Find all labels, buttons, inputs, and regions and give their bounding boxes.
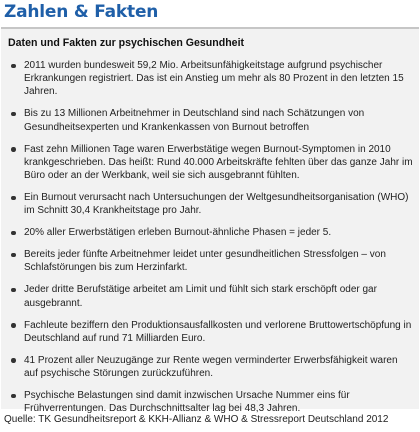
fact-text: Bereits jeder fünfte Arbeitnehmer leidet unter gesundheitlichen Stressfolgen – von Schlafstörungen bis zum Herzinfarkt. <box>24 249 386 274</box>
fact-text: Psychische Belastungen sind damit inzwischen Ursache Nummer eins für Frühverrentungen. Das Durchschnittsalter lag bei 48,3 Jahren. <box>24 390 350 415</box>
fact-text: Bis zu 13 Millionen Arbeitnehmer in Deutschland sind nach Schätzungen von Gesundheitsexperten und Krankenkassen von Burnout betroffen <box>24 108 365 133</box>
page-title: Zahlen & Fakten <box>4 2 159 22</box>
fact-text: 2011 wurden bundesweit 59,2 Mio. Arbeitsunfähigkeitstage aufgrund psychischer Erkrankungen registriert. Das ist ein Anstieg um mehr als 80 Prozent in den letzten 15 Jahren. <box>24 60 404 98</box>
list-item <box>9 107 413 133</box>
list-item <box>9 354 413 380</box>
bullet-icon <box>11 323 16 328</box>
bullet-icon <box>11 64 16 69</box>
panel-subtitle: Daten und Fakten zur psychischen Gesundheit <box>8 37 245 49</box>
bullet-icon <box>11 231 16 236</box>
list-item <box>9 389 413 415</box>
list-item <box>9 283 413 309</box>
bullet-icon <box>11 358 16 363</box>
list-item <box>9 226 413 239</box>
facts-panel <box>1 27 419 415</box>
facts-list <box>9 59 413 424</box>
fact-text: 20% aller Erwerbstätigen erleben Burnout-ähnliche Phasen = jeder 5. <box>24 227 332 239</box>
fact-text: Fast zehn Millionen Tage waren Erwerbstätige wegen Burnout-Symptomen in 2010 krankgeschrieben. Das heißt: Rund 40.000 Arbeitskräfte fehlten über das ganze Jahr im Büro oder an der Werkbank, weil sie sich ausgebrannt fühlten. <box>24 143 413 182</box>
list-item <box>9 319 413 345</box>
bullet-icon <box>11 253 16 258</box>
bullet-icon <box>11 288 16 293</box>
bullet-icon <box>11 147 16 152</box>
fact-text: 41 Prozent aller Neuzugänge zur Rente wegen verminderter Erwerbsfähigkeit waren auf psychische Störungen zurückzuführen. <box>24 354 398 380</box>
list-item <box>9 248 413 274</box>
list-item <box>9 191 413 217</box>
bullet-icon <box>11 196 16 201</box>
fact-text: Fachleute beziffern den Produktionsausfallkosten und verlorene Bruttowertschöpfung in Deutschland auf rund 71 Milliarden Euro. <box>24 319 412 344</box>
fact-text: Ein Burnout verursacht nach Untersuchungen der Weltgesundheitsorganisation (WHO) im Schnitt 30,4 Krankheitstage pro Jahr. <box>24 192 409 217</box>
source-note: Quelle: TK Gesundheitsreport & KKH-Allianz & WHO & Stressreport Deutschland 2012 <box>4 414 389 425</box>
list-item <box>9 59 413 99</box>
list-item <box>9 143 413 183</box>
bullet-icon <box>11 394 16 399</box>
bullet-icon <box>11 112 16 117</box>
fact-text: Jeder dritte Berufstätige arbeitet am Limit und fühlt sich stark erschöpft oder gar ausgebrannt. <box>24 284 377 309</box>
